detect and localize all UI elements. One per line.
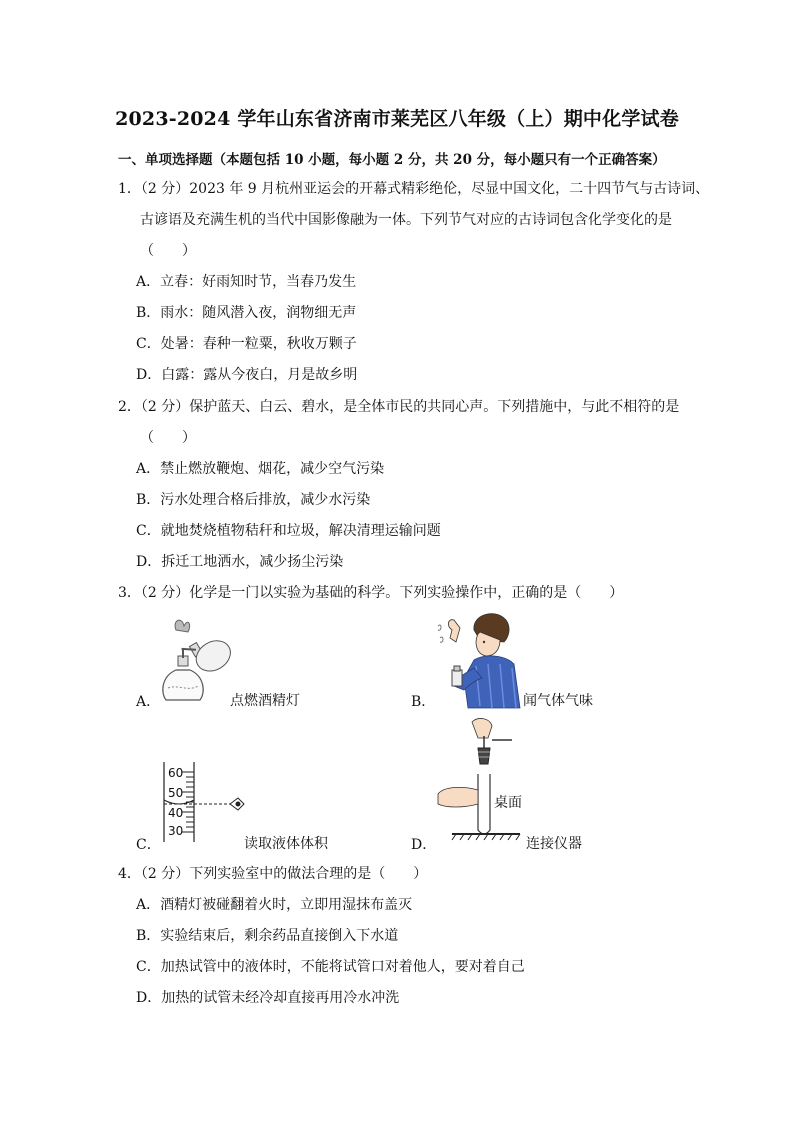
q3-option-c-caption: 读取液体体积	[244, 836, 328, 852]
q1-option-d: D．白露：露从今夜白，月是故乡明	[136, 367, 358, 383]
q2-option-a: A．禁止燃放鞭炮、烟花，减少空气污染	[136, 461, 385, 477]
desk-label: 桌面	[494, 795, 522, 811]
q3-option-b-label: B．	[411, 694, 436, 710]
q3-option-d-caption: 连接仪器	[526, 836, 582, 852]
q4-option-c: C．加热试管中的液体时，不能将试管口对着他人，要对着自己	[136, 959, 525, 975]
q4-stem-line1: 4．（2 分）下列实验室中的做法合理的是（ ）	[118, 866, 428, 882]
cylinder-tick-60: 60	[168, 766, 184, 780]
q3-stem-line1: 3．（2 分）化学是一门以实验为基础的科学。下列实验操作中，正确的是（ ）	[118, 585, 624, 601]
q1-option-a: A．立春：好雨知时节，当春乃发生	[136, 274, 357, 290]
q4-option-b: B．实验结束后，剩余药品直接倒入下水道	[136, 928, 399, 944]
q3-option-b-caption: 闻气体气味	[523, 693, 593, 709]
smelling-gas-figure	[434, 608, 524, 708]
section-heading: 一、单项选择题（本题包括 10 小题，每小题 2 分，共 20 分，每小题只有一个正确答案）	[118, 152, 666, 168]
q1-answer-bracket: （ ）	[140, 243, 196, 259]
connect-apparatus-figure	[434, 716, 524, 846]
q2-stem-line1: 2．（2 分）保护蓝天、白云、碧水，是全体市民的共同心声。下列措施中，与此不相符的是	[118, 399, 680, 415]
q2-answer-bracket: （ ）	[140, 430, 196, 446]
exam-title: 2023-2024 学年山东省济南市莱芜区八年级（上）期中化学试卷	[115, 108, 679, 130]
q2-option-b: B．污水处理合格后排放，减少水污染	[136, 492, 371, 508]
q2-option-c: C．就地焚烧植物秸秆和垃圾，解决清理运输问题	[136, 523, 441, 539]
cylinder-tick-50: 50	[168, 786, 184, 800]
q1-stem-line2: 古谚语及充满生机的当代中国影像融为一体。下列节气对应的古诗词包含化学变化的是	[140, 212, 672, 228]
q1-option-b: B．雨水：随风潜入夜，润物细无声	[136, 305, 357, 321]
q3-option-a-label: A．	[136, 694, 161, 710]
cylinder-tick-40: 40	[168, 806, 184, 820]
q3-option-c-label: C．	[136, 837, 161, 853]
cylinder-tick-30: 30	[168, 824, 184, 838]
q1-stem-line1: 1．（2 分）2023 年 9 月杭州亚运会的开幕式精彩绝伦，尽显中国文化，二十四节气与古诗词、	[118, 181, 710, 197]
q1-option-c: C．处暑：春种一粒粟，秋收万颗子	[136, 336, 357, 352]
q4-option-d: D．加热的试管未经冷却直接再用冷水冲洗	[136, 990, 400, 1006]
alcohol-lamp-figure	[158, 618, 238, 708]
q2-option-d: D．拆迁工地洒水，减少扬尘污染	[136, 554, 344, 570]
q3-option-d-label: D．	[411, 837, 437, 853]
q3-option-a-caption: 点燃酒精灯	[230, 693, 300, 709]
q4-option-a: A．酒精灯被碰翻着火时，立即用湿抹布盖灭	[136, 897, 413, 913]
